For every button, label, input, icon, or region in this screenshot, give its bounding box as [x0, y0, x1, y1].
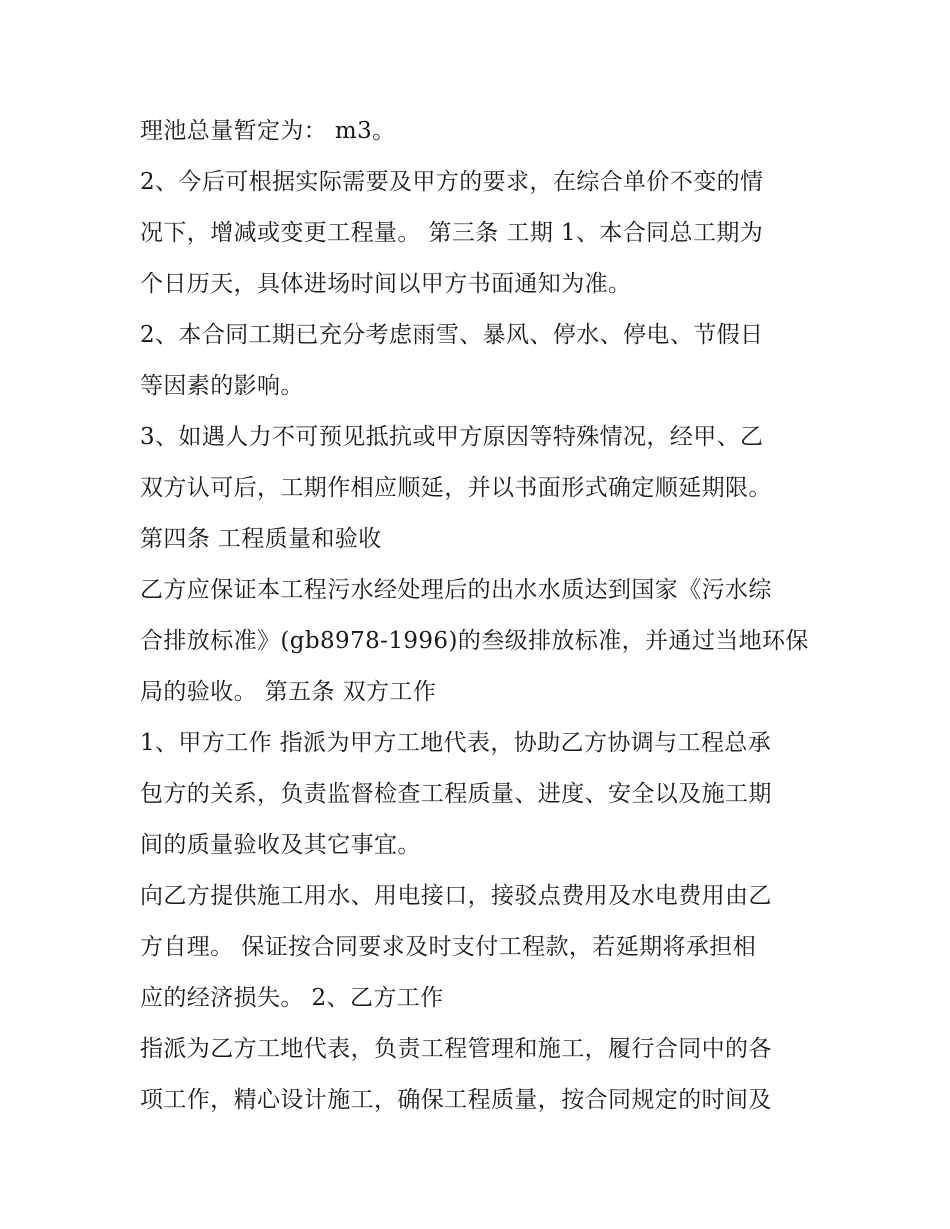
text-line-13: 1、甲方工作 指派为甲方工地代表，协助乙方协调与工程总承: [140, 730, 772, 756]
text-line-11: 合排放标准》(gb8978-1996)的叁级排放标准，并通过当地环保: [140, 628, 809, 654]
text-line-02: 2、今后可根据实际需要及甲方的要求，在综合单价不变的情: [140, 169, 764, 195]
text-line-03: 况下，增减或变更工程量。 第三条 工期 1、本合同总工期为: [140, 220, 764, 246]
text-line-10: 乙方应保证本工程污水经处理后的出水水质达到国家《污水综: [140, 577, 772, 603]
text-line-12: 局的验收。 第五条 双方工作: [140, 679, 437, 705]
text-line-16: 向乙方提供施工用水、用电接口，接驳点费用及水电费用由乙: [140, 883, 772, 909]
text-line-01: 理池总量暂定为： m3。: [140, 118, 396, 144]
text-line-08: 双方认可后，工期作相应顺延，并以书面形式确定顺延期限。: [140, 475, 772, 501]
document-body: [140, 106, 820, 1126]
text-line-05: 2、本合同工期已充分考虑雨雪、暴风、停水、停电、节假日: [140, 322, 764, 348]
text-line-07: 3、如遇人力不可预见抵抗或甲方原因等特殊情况，经甲、乙: [140, 424, 764, 450]
text-line-06: 等因素的影响。: [140, 373, 304, 399]
section-heading-quality: 第四条 工程质量和验收: [140, 526, 382, 552]
text-line-14: 包方的关系，负责监督检查工程质量、进度、安全以及施工期: [140, 781, 772, 807]
text-line-15: 间的质量验收及其它事宜。: [140, 832, 421, 858]
text-line-18: 应的经济损失。 2、乙方工作: [140, 985, 444, 1011]
text-line-04: 个日历天，具体进场时间以甲方书面通知为准。: [140, 271, 632, 297]
text-line-17: 方自理。 保证按合同要求及时支付工程款，若延期将承担相: [140, 934, 757, 960]
text-line-20: 项工作，精心设计施工，确保工程质量，按合同规定的时间及: [140, 1087, 772, 1113]
text-line-19: 指派为乙方工地代表，负责工程管理和施工，履行合同中的各: [140, 1036, 772, 1062]
